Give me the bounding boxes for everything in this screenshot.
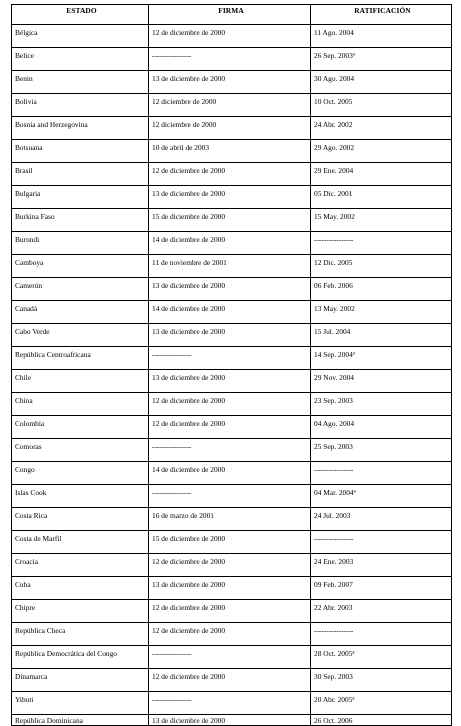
table-row [12, 140, 452, 163]
cell-estado: Croacia [12, 554, 149, 577]
table-row [12, 577, 452, 600]
cell-estado: Costa de Marfil [12, 531, 149, 554]
cell-firma: 12 de diciembre de 2000 [149, 163, 311, 186]
cell-estado: Chipre [12, 600, 149, 623]
cell-ratificacion: 15 Jul. 2004 [311, 324, 452, 347]
table-row [12, 462, 452, 485]
cell-ratificacion: 12 Dic. 2005 [311, 255, 452, 278]
cell-firma: 12 diciembre de 2000 [149, 117, 311, 140]
cell-ratificacion: 24 Jul. 2003 [311, 508, 452, 531]
cell-ratificacion: 24 Abr. 2002 [311, 117, 452, 140]
cell-ratificacion: 14 Sep. 2004ª [311, 347, 452, 370]
cell-estado: República Dominicana [12, 715, 149, 726]
cell-firma: ---------------- [149, 692, 311, 715]
table-row [12, 255, 452, 278]
table-row [12, 393, 452, 416]
cell-firma: 12 diciembre de 2000 [149, 94, 311, 117]
cell-ratificacion: 28 Oct. 2005ª [311, 646, 452, 669]
cell-ratificacion: 05 Dic. 2001 [311, 186, 452, 209]
table-row [12, 416, 452, 439]
cell-ratificacion: 11 Ago. 2004 [311, 25, 452, 48]
cell-ratificacion: 29 Nov. 2004 [311, 370, 452, 393]
table-row [12, 278, 452, 301]
cell-estado: República Checa [12, 623, 149, 646]
cell-ratificacion: 20 Abr. 2005ª [311, 692, 452, 715]
cell-ratificacion: 25 Sep. 2003 [311, 439, 452, 462]
table-row [12, 94, 452, 117]
cell-firma: 13 de diciembre de 2000 [149, 186, 311, 209]
cell-estado: Bolivia [12, 94, 149, 117]
cell-estado: República Centroafricana [12, 347, 149, 370]
table-row [12, 232, 452, 255]
cell-estado: Costa Rica [12, 508, 149, 531]
cell-ratificacion: 26 Sep. 2003ª [311, 48, 452, 71]
cell-firma: 13 de diciembre de 2000 [149, 278, 311, 301]
cell-firma: 15 de diciembre de 2000 [149, 531, 311, 554]
cell-ratificacion: 22 Abr. 2003 [311, 600, 452, 623]
cell-estado: Cuba [12, 577, 149, 600]
cell-estado: Bosnia and Herzegovina [12, 117, 149, 140]
ratification-table [11, 4, 452, 726]
cell-firma: 13 de diciembre de 2000 [149, 577, 311, 600]
table-row [12, 554, 452, 577]
cell-estado: Burundi [12, 232, 149, 255]
cell-firma: 12 de diciembre de 2000 [149, 600, 311, 623]
cell-estado: Comoras [12, 439, 149, 462]
cell-estado: Benin [12, 71, 149, 94]
table-row [12, 600, 452, 623]
cell-ratificacion: ---------------- [311, 462, 452, 485]
table-row [12, 531, 452, 554]
table-row [12, 301, 452, 324]
cell-estado: Bélgica [12, 25, 149, 48]
table-row [12, 71, 452, 94]
cell-ratificacion: 10 Oct. 2005 [311, 94, 452, 117]
cell-firma: 13 de diciembre de 2000 [149, 370, 311, 393]
table-row [12, 48, 452, 71]
header-ratificacion: RATIFICACIÓN [311, 5, 452, 25]
cell-firma: 10 de abril de 2003 [149, 140, 311, 163]
table-header-row [12, 5, 452, 25]
cell-ratificacion: 09 Feb. 2007 [311, 577, 452, 600]
cell-estado: Bulgaria [12, 186, 149, 209]
cell-estado: Chile [12, 370, 149, 393]
cell-estado: Canadá [12, 301, 149, 324]
table-row [12, 209, 452, 232]
cell-estado: Botsuana [12, 140, 149, 163]
cell-firma: 12 de diciembre de 2000 [149, 623, 311, 646]
cell-ratificacion: 29 Ago. 2002 [311, 140, 452, 163]
cell-estado: China [12, 393, 149, 416]
table-row [12, 508, 452, 531]
table-row [12, 715, 452, 726]
cell-ratificacion: ---------------- [311, 531, 452, 554]
table-row [12, 347, 452, 370]
cell-estado: Camboya [12, 255, 149, 278]
cell-estado: Belice [12, 48, 149, 71]
table-row [12, 623, 452, 646]
cell-ratificacion: 15 May. 2002 [311, 209, 452, 232]
cell-estado: Congo [12, 462, 149, 485]
table-row [12, 186, 452, 209]
table-row [12, 117, 452, 140]
table-body [12, 25, 452, 726]
header-estado: ESTADO [12, 5, 149, 25]
cell-firma: 13 de diciembre de 2000 [149, 324, 311, 347]
cell-firma: 13 de diciembre de 2000 [149, 715, 311, 726]
cell-estado: Yibuti [12, 692, 149, 715]
cell-estado: Islas Cook [12, 485, 149, 508]
cell-firma: 12 de diciembre de 2000 [149, 554, 311, 577]
table-row [12, 324, 452, 347]
table-row [12, 25, 452, 48]
header-firma: FIRMA [149, 5, 311, 25]
cell-ratificacion: 13 May. 2002 [311, 301, 452, 324]
cell-firma: 13 de diciembre de 2000 [149, 71, 311, 94]
cell-ratificacion: 29 Ene. 2004 [311, 163, 452, 186]
cell-ratificacion: ---------------- [311, 232, 452, 255]
cell-estado: Colombia [12, 416, 149, 439]
cell-firma: 14 de diciembre de 2000 [149, 232, 311, 255]
table-row [12, 439, 452, 462]
table-row [12, 669, 452, 692]
cell-firma: ---------------- [149, 646, 311, 669]
cell-firma: 12 de diciembre de 2000 [149, 416, 311, 439]
cell-firma: 11 de noviembre de 2001 [149, 255, 311, 278]
cell-firma: ---------------- [149, 347, 311, 370]
cell-firma: 15 de diciembre de 2000 [149, 209, 311, 232]
cell-estado: Burkina Faso [12, 209, 149, 232]
cell-firma: 12 de diciembre de 2000 [149, 669, 311, 692]
cell-firma: 16 de marzo de 2001 [149, 508, 311, 531]
cell-ratificacion: 04 Mar. 2004ª [311, 485, 452, 508]
cell-estado: Brasil [12, 163, 149, 186]
table-row [12, 692, 452, 715]
cell-firma: ---------------- [149, 485, 311, 508]
cell-firma: ---------------- [149, 48, 311, 71]
cell-firma: 12 de diciembre de 2000 [149, 393, 311, 416]
cell-estado: Dinamarca [12, 669, 149, 692]
cell-firma: ---------------- [149, 439, 311, 462]
cell-ratificacion: 24 Ene. 2003 [311, 554, 452, 577]
cell-ratificacion: 30 Sep. 2003 [311, 669, 452, 692]
cell-ratificacion: 26 Oct. 2006 [311, 715, 452, 726]
cell-ratificacion: 23 Sep. 2003 [311, 393, 452, 416]
table-row [12, 646, 452, 669]
cell-estado: Cabo Verde [12, 324, 149, 347]
cell-firma: 14 de diciembre de 2000 [149, 462, 311, 485]
table-row [12, 163, 452, 186]
cell-firma: 12 de diciembre de 2000 [149, 25, 311, 48]
table-row [12, 370, 452, 393]
cell-ratificacion: 30 Ago. 2004 [311, 71, 452, 94]
cell-ratificacion: 04 Ago. 2004 [311, 416, 452, 439]
cell-firma: 14 de diciembre de 2000 [149, 301, 311, 324]
cell-estado: Camerún [12, 278, 149, 301]
cell-ratificacion: 06 Feb. 2006 [311, 278, 452, 301]
table-row [12, 485, 452, 508]
cell-estado: República Democrática del Congo [12, 646, 149, 669]
cell-ratificacion: ---------------- [311, 623, 452, 646]
